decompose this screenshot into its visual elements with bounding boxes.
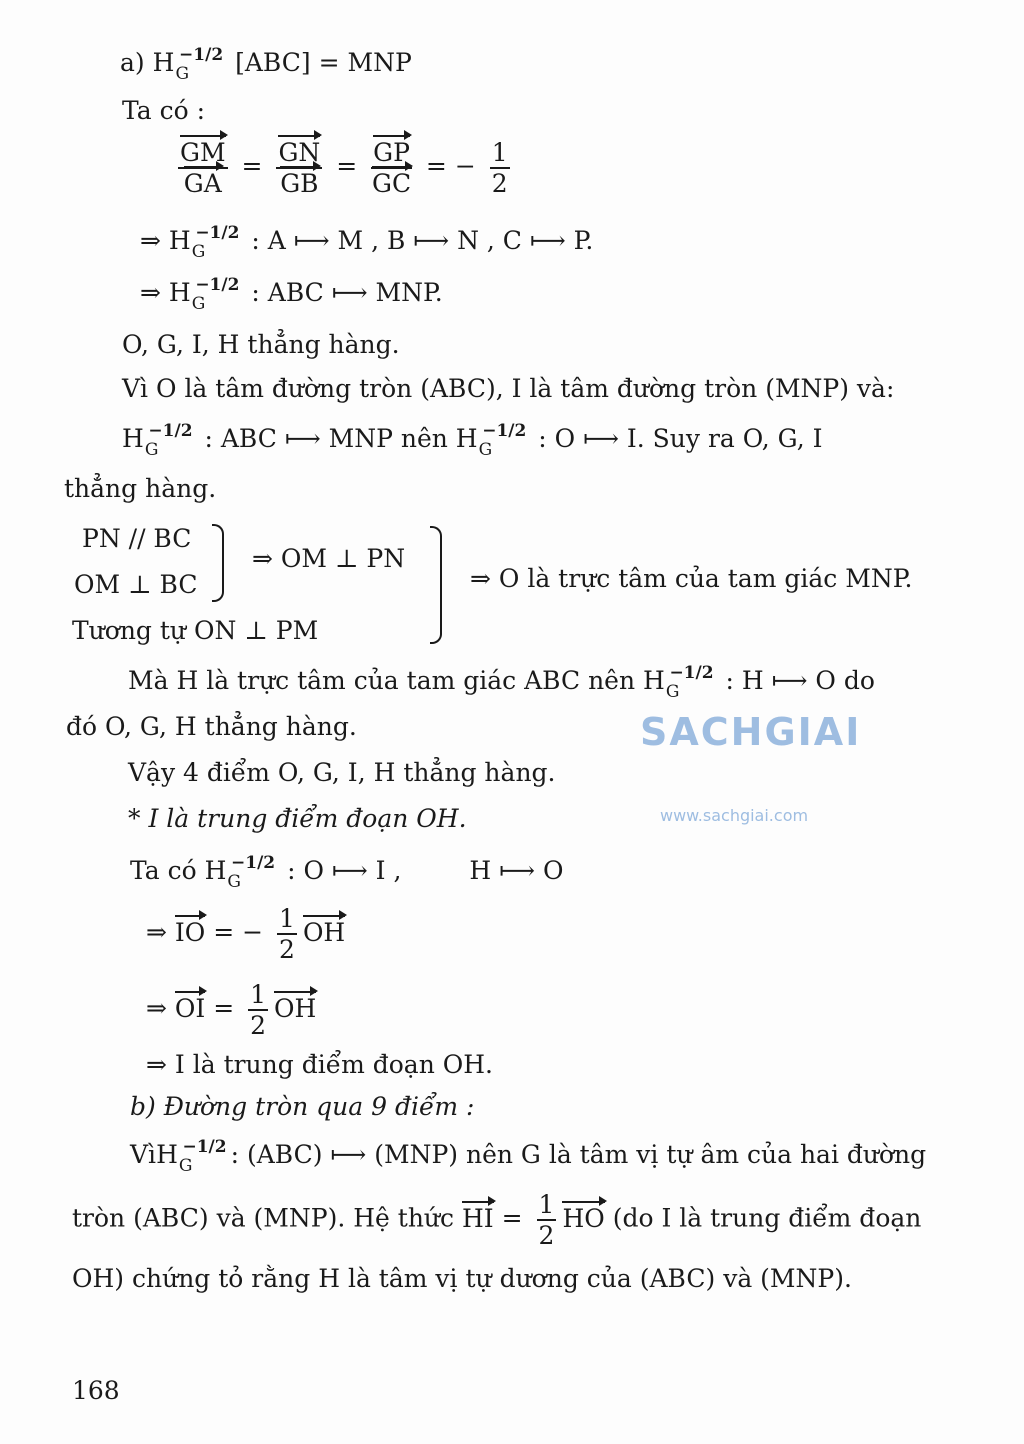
reason-line-1: Vì O là tâm đường tròn (ABC), I là tâm đường tròn (MNP) và: xyxy=(122,374,895,403)
part-b-line-2: tròn (ABC) và (MNP). Hệ thức HI = $\frac{1}{2}$ HO (do I là trung điểm đoạn xyxy=(72,1190,922,1250)
ta-co: Ta có : xyxy=(122,96,206,125)
equation: [ABC] = MNP xyxy=(235,48,412,77)
system-result: ⇒ O là trực tâm của tam giác MNP. xyxy=(470,564,913,593)
vector-eq-2: ⇒ OI = $\frac{1}{2}$ OH xyxy=(146,980,317,1040)
system-mid: ⇒ OM ⊥ PN xyxy=(252,544,406,573)
orthocenter-line-1: Mà H là trực tâm của tam giác ABC nên $H_G^{-1/2}$ : H ⟼ O do xyxy=(128,663,875,702)
page-number: 168 xyxy=(72,1376,120,1405)
watermark-logo: SACHGIAI xyxy=(640,710,862,754)
part-a-heading xyxy=(120,45,412,84)
watermark-url: www.sachgiai.com xyxy=(660,806,809,825)
collinear-title: O, G, I, H thẳng hàng. xyxy=(122,330,400,359)
ratio-equation: $\frac{GM}{GA}$ = $\frac{GN}{GB}$ = $\frac{GP}{GC}$ = − $\frac{1}{2}$ xyxy=(180,138,508,198)
brace-outer xyxy=(430,526,442,644)
brace-inner xyxy=(212,524,224,602)
part-b-line-1: VìH$_G^{-1/2}$ : (ABC) ⟼ (MNP) nên G là tâm vị tự âm của hai đường xyxy=(130,1137,927,1176)
reason-line-2: $H_G^{-1/2}$ : ABC ⟼ MNP nên $H_G^{-1/2}$ : O ⟼ I. Suy ra O, G, I xyxy=(122,421,823,460)
system-line-2: OM ⊥ BC xyxy=(74,570,198,599)
part-label: a) xyxy=(120,48,145,77)
taco-line: Ta có $H_G^{-1/2}$ : O ⟼ I , H ⟼ O xyxy=(130,853,564,892)
homothety: $H_G^{-1/2}$ xyxy=(152,45,224,84)
vector-eq-1: ⇒ IO = − $\frac{1}{2}$ OH xyxy=(146,904,346,964)
part-b-heading: b) Đường tròn qua 9 điểm : xyxy=(130,1092,475,1121)
system-line-3: Tương tự ON ⊥ PM xyxy=(72,616,319,645)
midpoint-conclusion: ⇒ I là trung điểm đoạn OH. xyxy=(146,1050,493,1079)
part-b-line-3: OH) chứng tỏ rằng H là tâm vị tự dương của (ABC) và (MNP). xyxy=(72,1264,852,1293)
reason-line-3: thẳng hàng. xyxy=(64,474,217,503)
system-line-1: PN // BC xyxy=(82,524,192,553)
map-points-line: ⇒ $H_G^{-1/2}$ : A ⟼ M , B ⟼ N , C ⟼ P. xyxy=(140,223,594,262)
orthocenter-line-2: đó O, G, H thẳng hàng. xyxy=(66,712,357,741)
map-triangle-line: ⇒ $H_G^{-1/2}$ : ABC ⟼ MNP. xyxy=(140,275,443,314)
conclusion: Vậy 4 điểm O, G, I, H thẳng hàng. xyxy=(128,758,556,787)
midpoint-title: * I là trung điểm đoạn OH. xyxy=(128,804,467,833)
